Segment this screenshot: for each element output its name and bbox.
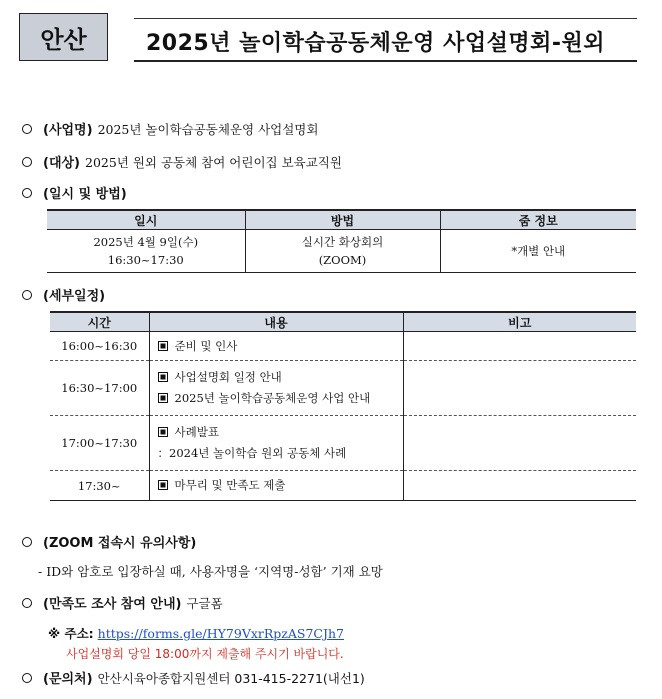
overview-time: 16:30~17:30 [107, 253, 184, 267]
zoom-note-text: - ID와 암호로 입장하실 때, 사용자명을 ‘지역명-성함’ 기재 요망 [38, 564, 383, 579]
address-label: ※ 주소: [48, 626, 94, 641]
section-zoom-notes [22, 532, 201, 551]
overview-header-date: 일시 [47, 210, 245, 230]
title-top-rule [134, 18, 637, 19]
table-row [50, 416, 636, 471]
region-badge: 안산 [19, 13, 108, 61]
survey-label: (만족도 조사 참여 안내) [43, 597, 182, 612]
section-survey [22, 593, 223, 612]
circle-bullet-icon [22, 290, 32, 300]
square-bullet-icon [158, 341, 168, 351]
zoom-notes-label: (ZOOM 접속시 유의사항) [43, 536, 197, 551]
title-bottom-rule [134, 60, 637, 62]
schedule-time: 17:00~17:30 [50, 416, 149, 471]
schedule-time: 17:30~ [50, 471, 149, 501]
overview-date: 2025년 4월 9일(수) [93, 235, 199, 249]
survey-value: 구글폼 [186, 595, 223, 611]
datetime-method-label: (일시 및 방법) [43, 187, 127, 202]
survey-link[interactable]: https://forms.gle/HY79VxrRpzAS7CJh7 [97, 626, 344, 641]
detail-schedule-label: (세부일정) [43, 289, 106, 304]
section-detail-schedule [22, 285, 110, 304]
circle-bullet-icon [22, 673, 32, 683]
circle-bullet-icon [22, 157, 32, 167]
circle-bullet-icon [22, 188, 32, 198]
schedule-item: 사업설명회 일정 안내 [174, 370, 282, 384]
schedule-header-note: 비고 [403, 312, 636, 332]
overview-zoom-info: *개별 안내 [511, 244, 566, 258]
survey-address-line [48, 624, 344, 642]
table-row [50, 332, 636, 361]
circle-bullet-icon [22, 598, 32, 608]
schedule-header-content: 내용 [149, 312, 403, 332]
schedule-item: 마무리 및 만족도 제출 [174, 478, 286, 492]
schedule-item: 2025년 놀이학습공동체운영 사업 안내 [174, 391, 371, 405]
circle-bullet-icon [22, 537, 32, 547]
title-banner [134, 18, 637, 62]
schedule-content [149, 416, 403, 471]
event-name-value: 2025년 놀이학습공동체운영 사업설명회 [97, 121, 319, 137]
schedule-table [50, 311, 636, 501]
circle-bullet-icon [22, 124, 32, 134]
overview-zoom-cell [440, 230, 636, 273]
schedule-note [403, 471, 636, 501]
schedule-content [149, 361, 403, 416]
section-datetime-method [22, 183, 132, 202]
section-target [22, 152, 342, 171]
overview-header-method: 방법 [245, 210, 440, 230]
overview-method: 실시간 화상회의 [301, 235, 384, 249]
page-title: 2025년 놀이학습공동체운영 사업설명회-원외 [146, 31, 605, 56]
schedule-note [403, 332, 636, 361]
overview-method-sub: (ZOOM) [318, 253, 367, 267]
overview-header-zoom: 줌 정보 [440, 210, 636, 230]
square-bullet-icon [158, 393, 168, 403]
survey-deadline: 사업설명회 당일 18:00까지 제출해 주시기 바랍니다. [66, 647, 344, 661]
schedule-time: 16:00~16:30 [50, 332, 149, 361]
overview-table [47, 209, 636, 273]
contact-label: (문의처) [43, 672, 93, 687]
target-label: (대상) [43, 156, 80, 171]
section-contact [22, 668, 365, 687]
schedule-content [149, 332, 403, 361]
schedule-item: 준비 및 인사 [174, 338, 238, 353]
table-row [50, 361, 636, 416]
schedule-time: 16:30~17:00 [50, 361, 149, 416]
schedule-item: 사례발표 [174, 425, 219, 439]
contact-value: 안산시육아종합지원센터 031-415-2271(내선1) [97, 670, 365, 686]
section-event-name [22, 119, 318, 138]
square-bullet-icon [158, 372, 168, 382]
schedule-note [403, 416, 636, 471]
schedule-header-time: 시간 [50, 312, 149, 332]
overview-date-cell [47, 230, 245, 273]
table-row [50, 471, 636, 501]
overview-method-cell [245, 230, 440, 273]
schedule-note [403, 361, 636, 416]
event-name-label: (사업명) [43, 123, 93, 138]
schedule-header-row [50, 312, 636, 332]
square-bullet-icon [158, 480, 168, 490]
target-value: 2025년 원외 공동체 참여 어린이집 보육교직원 [85, 154, 342, 170]
overview-header-row [47, 210, 636, 230]
schedule-content [149, 471, 403, 501]
schedule-sub-item: ：2024년 놀이학습 원외 공동체 사례 [157, 446, 347, 460]
square-bullet-icon [158, 427, 168, 437]
overview-row [47, 230, 636, 273]
